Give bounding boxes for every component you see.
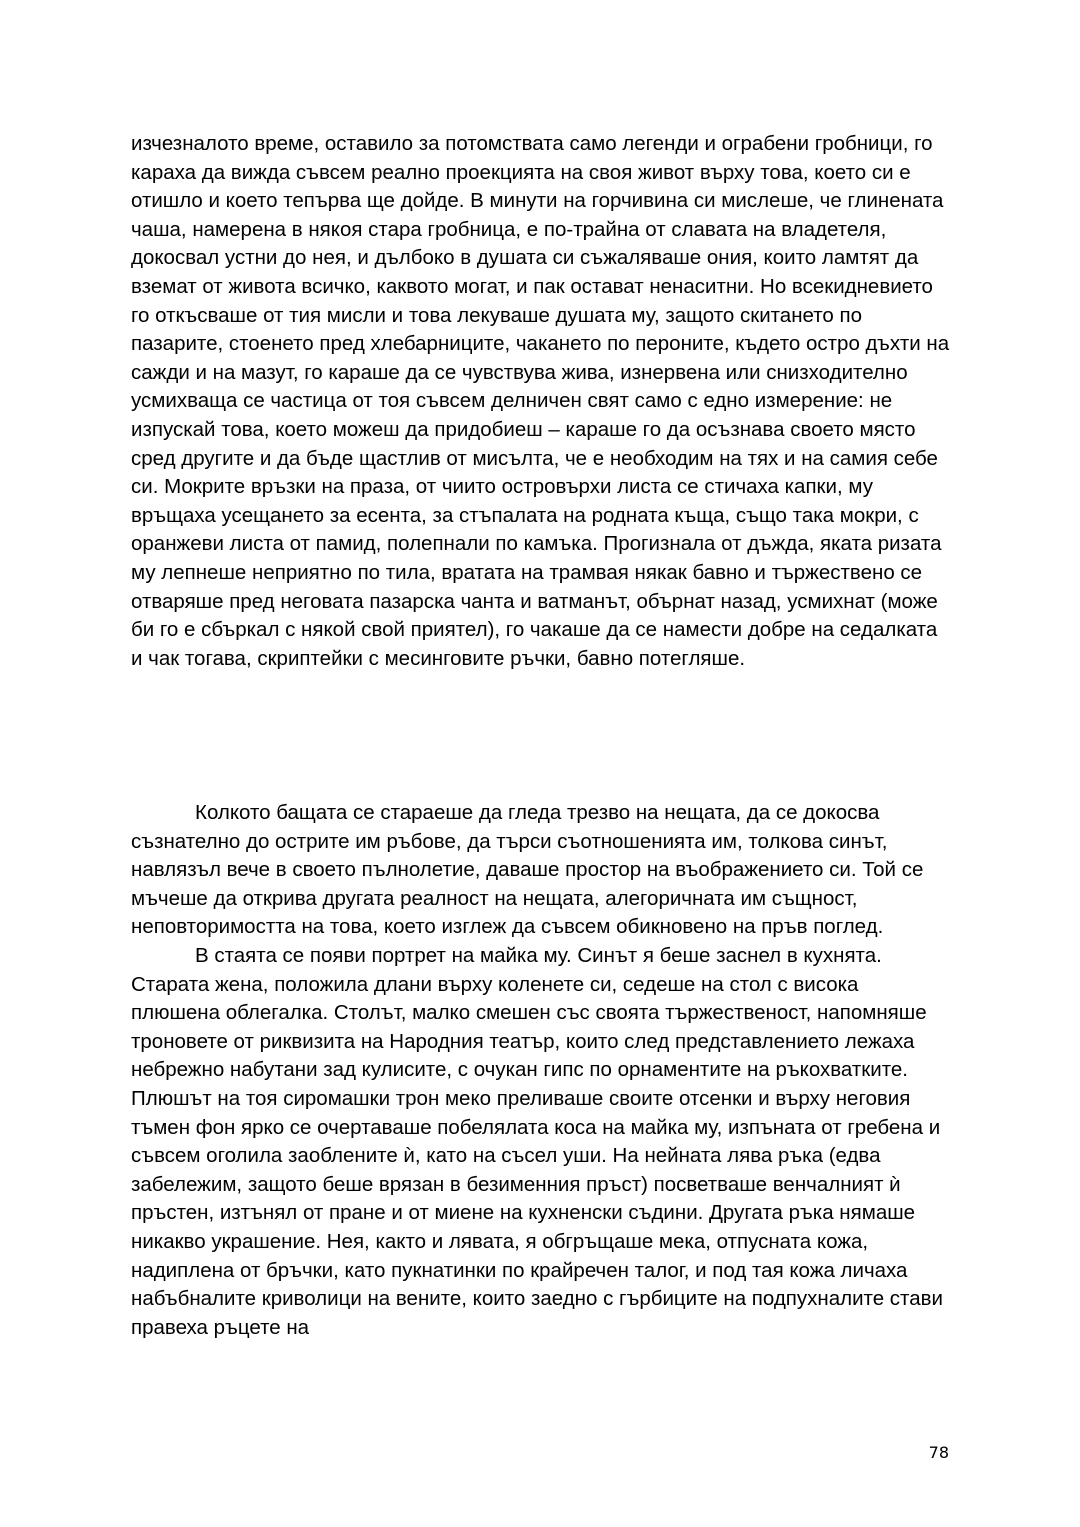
paragraph: Колкото бащата се стараеше да гледа трезво на нещата, да се докосва съзнателно до острите им ръбове, да търси съотношенията им, толкова синът, навлязъл вече в своето пълнолетие, даваше простор на въображението си. Той се мъчеше да открива другата реалност на нещата, алегоричната им същност, неповторимостта на това, което изглеж да съвсем обикновено на пръв поглед. <box>131 801 924 939</box>
paragraph: В стаята се появи портрет на майка му. Синът я беше заснел в кухнята. Старата жена, положила длани върху коленете си, седеше на стол с висока плюшена облегалка. Столът, малко смешен със своята тържественост, напомняше троновете от риквизита на Народния театър, които след представлението лежаха небрежно набутани зад кулисите, с очукан гипс по орнаментите на ръкохватките. Плюшът на тоя сиромашки трон меко преливаше своите отсенки и върху неговия тъмен фон ярко се очертаваше побелялата коса на майка му, изпъната от гребена и съвсем оголила заоблените ѝ, като на съсел уши. На нейната лява ръка (едва забележим, защото беше врязан в безименния пръст) посветваше венчалният ѝ пръстен, изтънял от пране и от миене на кухненски съдини. Другата ръка нямаше никакво украшение. Нея, както и лявата, я обгръщаше мека, отпусната кожа, надиплена от бръчки, като пукнатинки по крайречен талог, и под тая кожа личаха набъбналите криволици на вените, които заедно с гърбиците на подпухналите стави правеха ръцете на <box>131 943 943 1339</box>
page-number: 78 <box>928 1443 949 1462</box>
text-block-second <box>131 799 953 1342</box>
text-block-first <box>131 130 953 673</box>
paragraph: изчезналото време, оставило за потомствата само легенди и ограбени гробници, го караха да вижда съвсем реално проекцията на своя живот върху това, което си е отишло и което тепърва ще дойде. В минути на горчивина си мислеше, че глинената чаша, намерена в някоя стара гробница, е по-трайна от славата на владетеля, докосвал устни до нея, и дълбоко в душата си съжаляваше ония, които ламтят да вземат от живота всичко, каквото могат, и пак остават ненаситни. Но всекидневието го откъсваше от тия мисли и това лекуваше душата му, защото скитането по пазарите, стоенето пред хлебарниците, чакането по пероните, където остро дъхти на сажди и на мазут, го караше да се чувствува жива, изнервена или снизходително усмихваща се частица от тоя съвсем делничен свят само с едно измерение: не изпускай това, което можеш да придобиеш – караше го да осъзнава своето място сред другите и да бъде щастлив от мисълта, че е необходим на тях и на самия себе си. Мокрите връзки на праза, от чиито островърхи листа се стичаха капки, му връщаха усещането за есента, за стъпалата на родната къща, също така мокри, с оранжеви листа от памид, полепнали по камъка. Прогизнала от дъжда, яката ризата му лепнеше неприятно по тила, вратата на трамвая някак бавно и тържествено се отваряше пред неговата пазарска чанта и ватманът, обърнат назад, усмихнат (може би го е сбъркал с някой свой приятел), го чакаше да се намести добре на седалката и чак тогава, скриптейки с месинговите ръчки, бавно потегляше. <box>131 132 950 670</box>
